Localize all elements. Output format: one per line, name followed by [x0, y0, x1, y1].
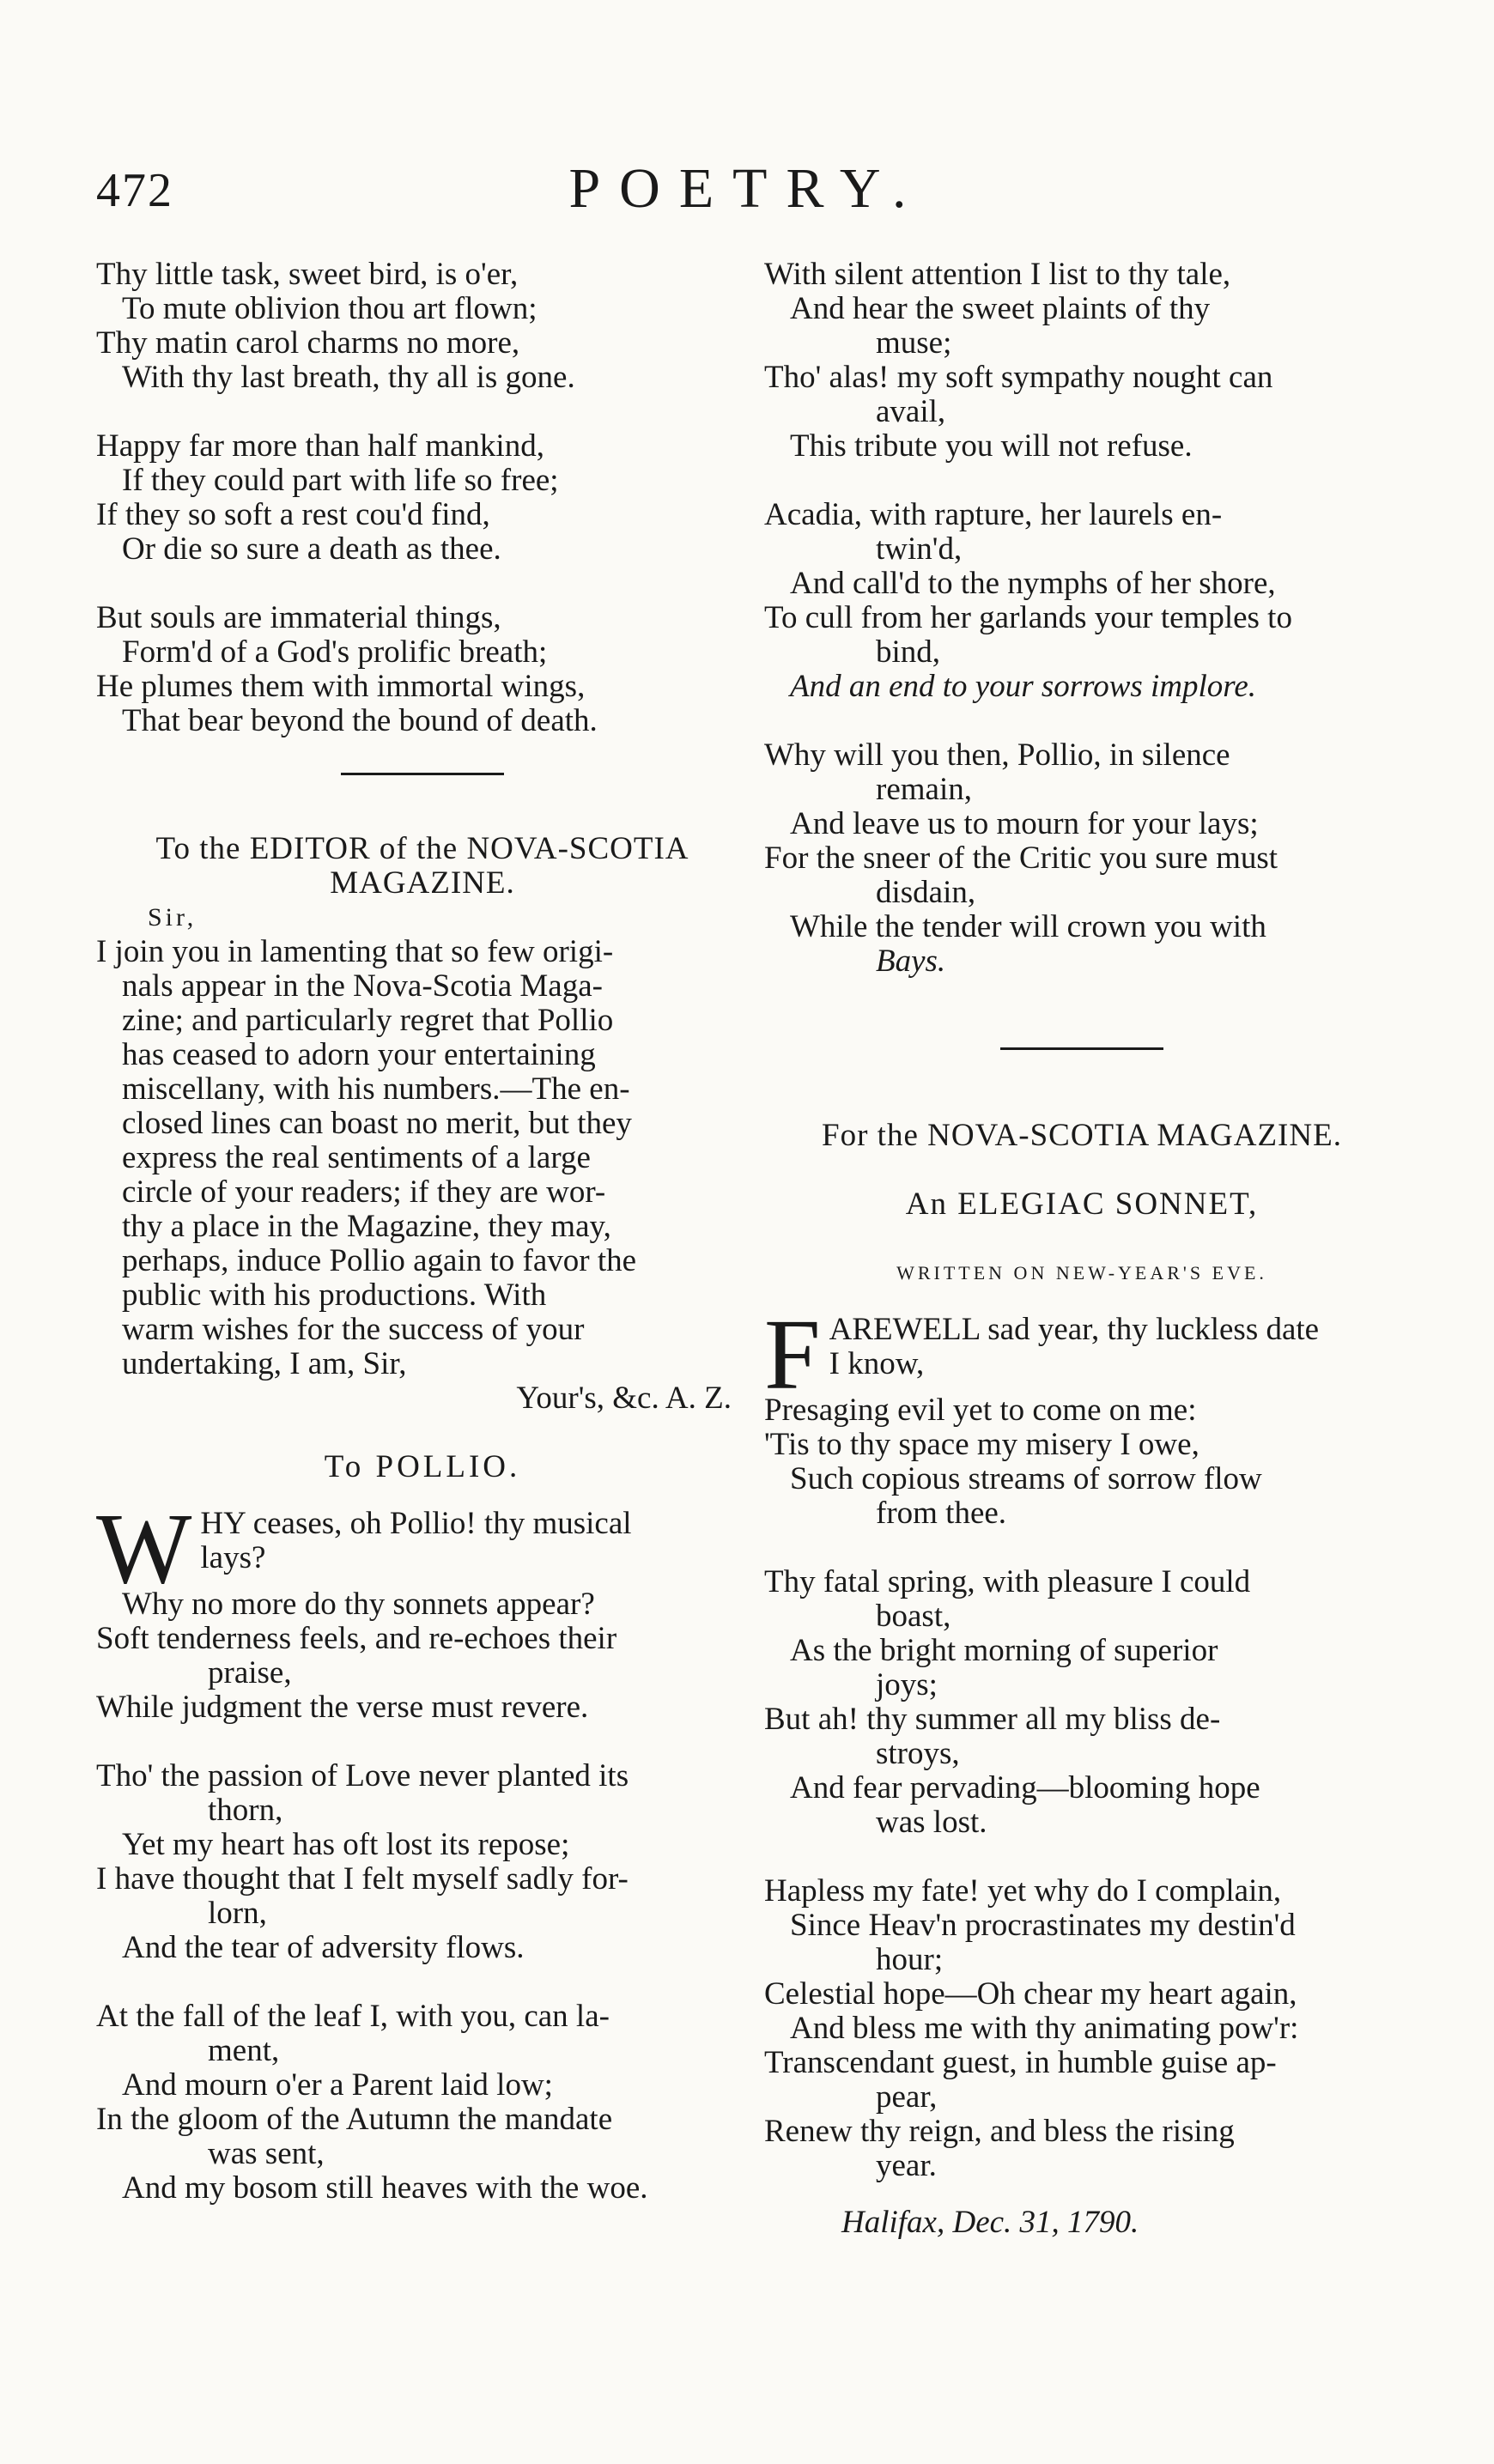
sonnet-title: An ELEGIAC SONNET,	[905, 1186, 1259, 1222]
drop-cap: W	[96, 1492, 192, 1605]
verse-line: Or die so sure a death as thee.	[122, 531, 501, 567]
right-column	[764, 258, 1400, 2240]
letter-heading-continued: MAGAZINE.	[330, 865, 515, 901]
verse-line: from thee.	[876, 1496, 1007, 1531]
verse-line: I know,	[829, 1346, 925, 1381]
sonnet-dateline: Halifax, Dec. 31, 1790.	[841, 2205, 1139, 2240]
drop-cap: F	[764, 1298, 821, 1411]
verse-line: In the gloom of the Autumn the mandate	[96, 2102, 613, 2137]
letter-line: public with his productions. With	[122, 1278, 547, 1313]
letter-line: undertaking, I am, Sir,	[122, 1346, 407, 1381]
verse-line: As the bright morning of superior	[790, 1633, 1218, 1668]
letter-line: warm wishes for the success of your	[122, 1312, 585, 1347]
verse-line: AREWELL sad year, thy luckless date	[829, 1312, 1320, 1347]
verse-line: pear,	[876, 2079, 938, 2115]
page-number: 472	[96, 164, 173, 217]
letter-line: closed lines can boast no merit, but they	[122, 1106, 632, 1141]
verse-line: Bays.	[876, 944, 946, 979]
verse-line: Hapless my fate! yet why do I complain,	[764, 1873, 1282, 1909]
verse-line: 'Tis to thy space my misery I owe,	[764, 1427, 1199, 1462]
verse-line: thorn,	[208, 1793, 283, 1828]
poem-bird	[96, 258, 749, 738]
letter-signature: Your's, &c. A. Z.	[516, 1381, 732, 1416]
verse-line: And an end to your sorrows implore.	[790, 669, 1257, 704]
verse-line: Thy little task, sweet bird, is o'er,	[96, 257, 519, 292]
verse-line: Why will you then, Pollio, in silence	[764, 737, 1230, 773]
salutation: Sir,	[148, 903, 197, 932]
verse-line: praise,	[208, 1655, 292, 1690]
left-column	[96, 258, 749, 2206]
verse-line: bind,	[876, 634, 941, 670]
letter-line: zine; and particularly regret that Pollio	[122, 1003, 614, 1038]
verse-line: If they so soft a rest cou'd find,	[96, 497, 490, 532]
verse-line: was sent,	[208, 2136, 325, 2171]
sonnet-source: For the NOVA-SCOTIA MAGAZINE.	[822, 1118, 1342, 1153]
poem-title-to-pollio: To POLLIO.	[324, 1449, 521, 1484]
letter-line: I join you in lamenting that so few origi-	[96, 934, 614, 969]
verse-line: HY ceases, oh Pollio! thy musical	[200, 1506, 632, 1541]
verse-line: remain,	[876, 772, 972, 807]
verse-line: Thy fatal spring, with pleasure I could	[764, 1564, 1251, 1599]
verse-line: was lost.	[876, 1805, 987, 1840]
verse-line: To cull from her garlands your temples to	[764, 600, 1292, 635]
letter-line: miscellany, with his numbers.—The en-	[122, 1071, 630, 1107]
verse-line: ment,	[208, 2033, 280, 2068]
elegiac-sonnet	[764, 1298, 1400, 2183]
verse-line: year.	[876, 2148, 937, 2183]
verse-line: With silent attention I list to thy tale,	[764, 257, 1231, 292]
verse-line: Happy far more than half mankind,	[96, 428, 544, 464]
letter-line: has ceased to adorn your entertaining	[122, 1037, 596, 1072]
verse-line: While the tender will crown you with	[790, 909, 1266, 944]
verse-line: avail,	[876, 394, 946, 429]
verse-line: Why no more do thy sonnets appear?	[122, 1587, 595, 1622]
verse-line: Yet my heart has oft lost its repose;	[122, 1827, 570, 1862]
verse-line: And fear pervading—blooming hope	[790, 1770, 1260, 1806]
verse-line: And leave us to mourn for your lays;	[790, 806, 1259, 841]
letter-to-editor	[96, 832, 749, 1416]
verse-line: Tho' the passion of Love never planted its	[96, 1758, 629, 1793]
verse-line: But souls are immaterial things,	[96, 600, 501, 635]
verse-line: And bless me with thy animating pow'r:	[790, 2011, 1299, 2046]
letter-heading: To the EDITOR of the NOVA-SCOTIA	[155, 831, 689, 866]
verse-line: Renew thy reign, and bless the rising	[764, 2114, 1235, 2149]
verse-line: lorn,	[208, 1896, 267, 1931]
verse-line: I have thought that I felt myself sadly for-	[96, 1861, 629, 1897]
verse-line: Celestial hope—Oh chear my heart again,	[764, 1976, 1297, 2012]
verse-line: At the fall of the leaf I, with you, can la-	[96, 1999, 610, 2034]
verse-line: Tho' alas! my soft sympathy nought can	[764, 360, 1273, 395]
letter-line: circle of your readers; if they are wor-	[122, 1174, 606, 1210]
verse-line: Presaging evil yet to come on me:	[764, 1393, 1197, 1428]
verse-line: But ah! thy summer all my bliss de-	[764, 1702, 1221, 1737]
verse-line: Soft tenderness feels, and re-echoes their	[96, 1621, 617, 1656]
letter-line: express the real sentiments of a large	[122, 1140, 591, 1175]
letter-line: nals appear in the Nova-Scotia Maga-	[122, 968, 603, 1004]
sonnet-subtitle: WRITTEN ON NEW-YEAR'S EVE.	[896, 1262, 1267, 1284]
verse-line: For the sneer of the Critic you sure must	[764, 841, 1278, 876]
verse-line: hour;	[876, 1942, 944, 1977]
letter-line: thy a place in the Magazine, they may,	[122, 1209, 611, 1244]
verse-line: Acadia, with rapture, her laurels en-	[764, 497, 1223, 532]
poem-to-pollio	[96, 1492, 749, 2206]
verse-line: And the tear of adversity flows.	[122, 1930, 525, 1965]
verse-line: This tribute you will not refuse.	[790, 428, 1193, 464]
verse-line: Such copious streams of sorrow flow	[790, 1461, 1262, 1496]
page-title: POETRY.	[568, 157, 926, 220]
verse-line: Thy matin carol charms no more,	[96, 325, 520, 361]
verse-line: Since Heav'n procrastinates my destin'd	[790, 1908, 1296, 1943]
verse-line: And hear the sweet plaints of thy	[790, 291, 1211, 326]
verse-line: And mourn o'er a Parent laid low;	[122, 2067, 553, 2103]
verse-line: If they could part with life so free;	[122, 463, 559, 498]
verse-line: stroys,	[876, 1736, 960, 1771]
verse-line: While judgment the verse must revere.	[96, 1690, 589, 1725]
verse-line: To mute oblivion thou art flown;	[122, 291, 537, 326]
verse-line: boast,	[876, 1599, 951, 1634]
verse-line: disdain,	[876, 875, 976, 910]
verse-line: twin'd,	[876, 531, 963, 567]
letter-line: perhaps, induce Pollio again to favor the	[122, 1243, 637, 1278]
verse-line: muse;	[876, 325, 952, 361]
verse-line: Transcendant guest, in humble guise ap-	[764, 2045, 1277, 2080]
verse-line: joys;	[876, 1667, 938, 1702]
poem-to-pollio-continued	[764, 258, 1400, 979]
verse-line: Form'd of a God's prolific breath;	[122, 634, 548, 670]
verse-line: He plumes them with immortal wings,	[96, 669, 586, 704]
verse-line: With thy last breath, thy all is gone.	[122, 360, 575, 395]
verse-line: lays?	[200, 1540, 266, 1575]
verse-line: And my bosom still heaves with the woe.	[122, 2170, 648, 2206]
verse-line: And call'd to the nymphs of her shore,	[790, 566, 1276, 601]
verse-line: That bear beyond the bound of death.	[122, 703, 598, 738]
